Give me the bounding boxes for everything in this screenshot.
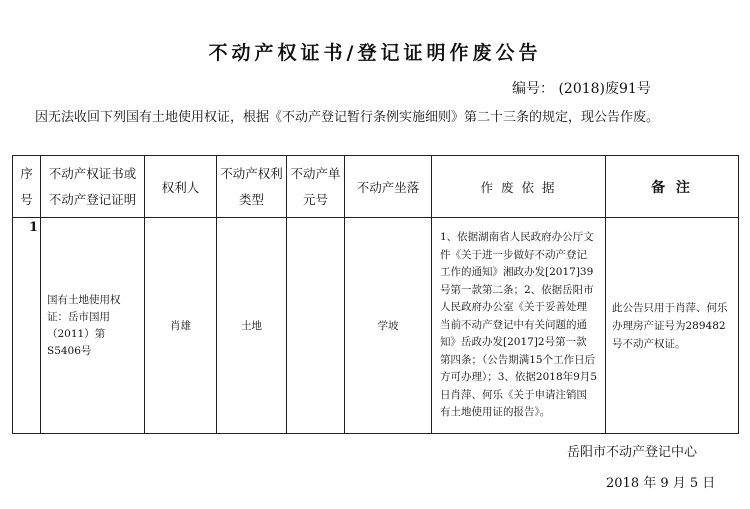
table-header-row [13, 156, 739, 218]
header-cert-line1: 不动产权证书或 [48, 165, 137, 181]
header-right-type-line1: 不动产权利 [220, 165, 283, 181]
header-seq-line2: 号 [20, 191, 33, 207]
row-right-type: 土地 [217, 218, 287, 434]
header-basis: 作 废 依 据 [432, 156, 606, 218]
header-right-type [217, 156, 287, 218]
row-owner: 肖雄 [145, 218, 217, 434]
table-row [13, 218, 739, 434]
issuer-name: 岳阳市不动产登记中心 [567, 445, 698, 460]
header-remark: 备 注 [606, 156, 739, 218]
header-cert [41, 156, 145, 218]
header-right-type-line2: 类型 [238, 191, 264, 207]
issue-date: 2018 年 9 月 5 日 [606, 476, 716, 491]
header-location: 不动产坐落 [345, 156, 432, 218]
header-unit-no-line1: 不动产单 [290, 165, 341, 181]
page-title: 不动产权证书/登记证明作废公告 [208, 42, 542, 64]
announcement-table [12, 155, 739, 434]
header-unit-no-line2: 元号 [302, 191, 328, 207]
row-basis: 1、依据湖南省人民政府办公厅文件《关于进一步做好不动产登记工作的通知》湘政办发[2017]39号第一款第二条；2、依据岳阳市人民政府办公室《关于妥善处理当前不动产登记中有关问题的通知》岳政办发[2017]2号第一款第四条；（公告期满15个工作日后方可办理）；3、依据2018年9月5日肖萍、何乐《关于申请注销国有土地使用证的报告》。 [432, 218, 606, 434]
header-seq-line1: 序 [20, 165, 33, 181]
row-cert: 国有土地使用权证：岳市国用（2011）第S5406号 [41, 218, 145, 434]
header-seq [13, 156, 41, 218]
document-number: 编号： (2018)废91号 [512, 81, 651, 97]
row-seq-value: 1 [28, 220, 38, 235]
row-location: 学坡 [345, 218, 432, 434]
header-unit-no [287, 156, 345, 218]
row-remark: 此公告只用于肖萍、何乐办理房产证号为289482号不动产权证。 [606, 218, 739, 434]
row-unit-no [287, 218, 345, 434]
intro-paragraph: 因无法收回下列国有土地使用权证，根据《不动产登记暂行条例实施细则》第二十三条的规定，现公告作废。 [35, 110, 660, 125]
row-seq [13, 218, 41, 434]
header-owner: 权利人 [145, 156, 217, 218]
header-cert-line2: 不动产登记证明 [48, 191, 137, 207]
